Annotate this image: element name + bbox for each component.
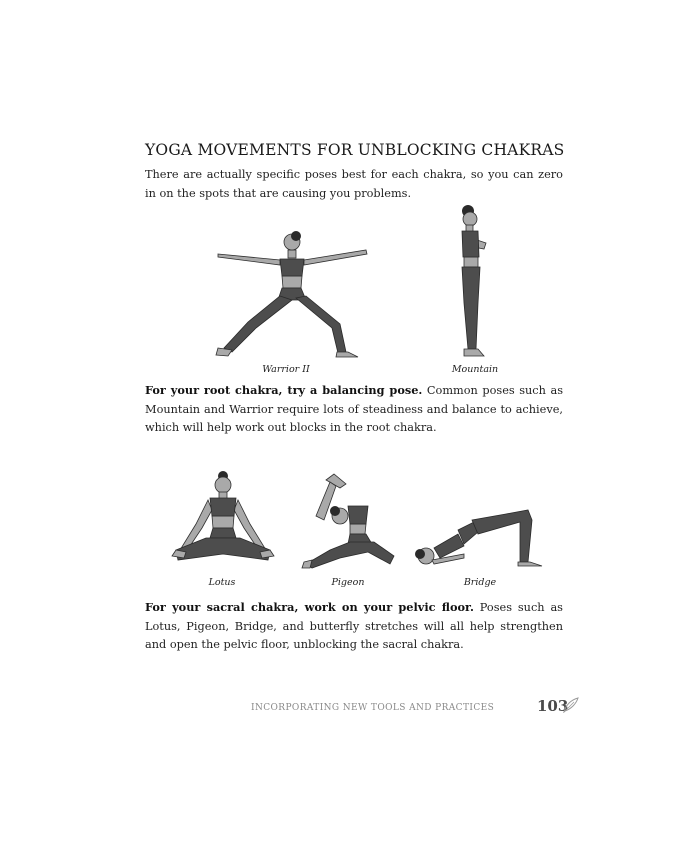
intro-paragraph: There are actually specific poses best for each chakra, so you can zero in on the spots that are causing you problems. bbox=[145, 168, 563, 200]
sacral-chakra-body: Poses such as Lotus, Pigeon, Bridge, and butterfly stretches will all help strengthen and open the pelvic floor, unblocking the sacral chakra. bbox=[145, 601, 563, 652]
leaf-ornament-icon bbox=[562, 697, 580, 713]
bridge-caption: Bridge bbox=[463, 577, 497, 588]
pigeon-caption: Pigeon bbox=[331, 577, 365, 588]
page-number: 103 bbox=[537, 697, 569, 715]
sacral-chakra-lead: For your sacral chakra, work on your pelvic floor. bbox=[145, 600, 474, 614]
warrior-ii-caption: Warrior II bbox=[262, 364, 310, 375]
root-chakra-paragraph bbox=[145, 381, 563, 438]
lotus-caption: Lotus bbox=[208, 577, 236, 588]
sacral-chakra-paragraph bbox=[145, 598, 563, 655]
section-heading: YOGA MOVEMENTS FOR UNBLOCKING CHAKRAS bbox=[145, 141, 565, 159]
root-chakra-body: Common poses such as Mountain and Warrior require lots of steadiness and balance to achieve, which will help work out blocks in the root chakra. bbox=[145, 384, 563, 435]
running-title: INCORPORATING NEW TOOLS AND PRACTICES bbox=[251, 703, 495, 713]
warrior-ii-illustration bbox=[212, 228, 372, 362]
pigeon-illustration bbox=[300, 472, 396, 570]
lotus-illustration bbox=[166, 470, 280, 568]
root-chakra-lead: For your root chakra, try a balancing pose. bbox=[145, 383, 423, 397]
mountain-caption: Mountain bbox=[451, 364, 499, 375]
mountain-illustration bbox=[450, 203, 500, 363]
bridge-illustration bbox=[412, 508, 552, 570]
